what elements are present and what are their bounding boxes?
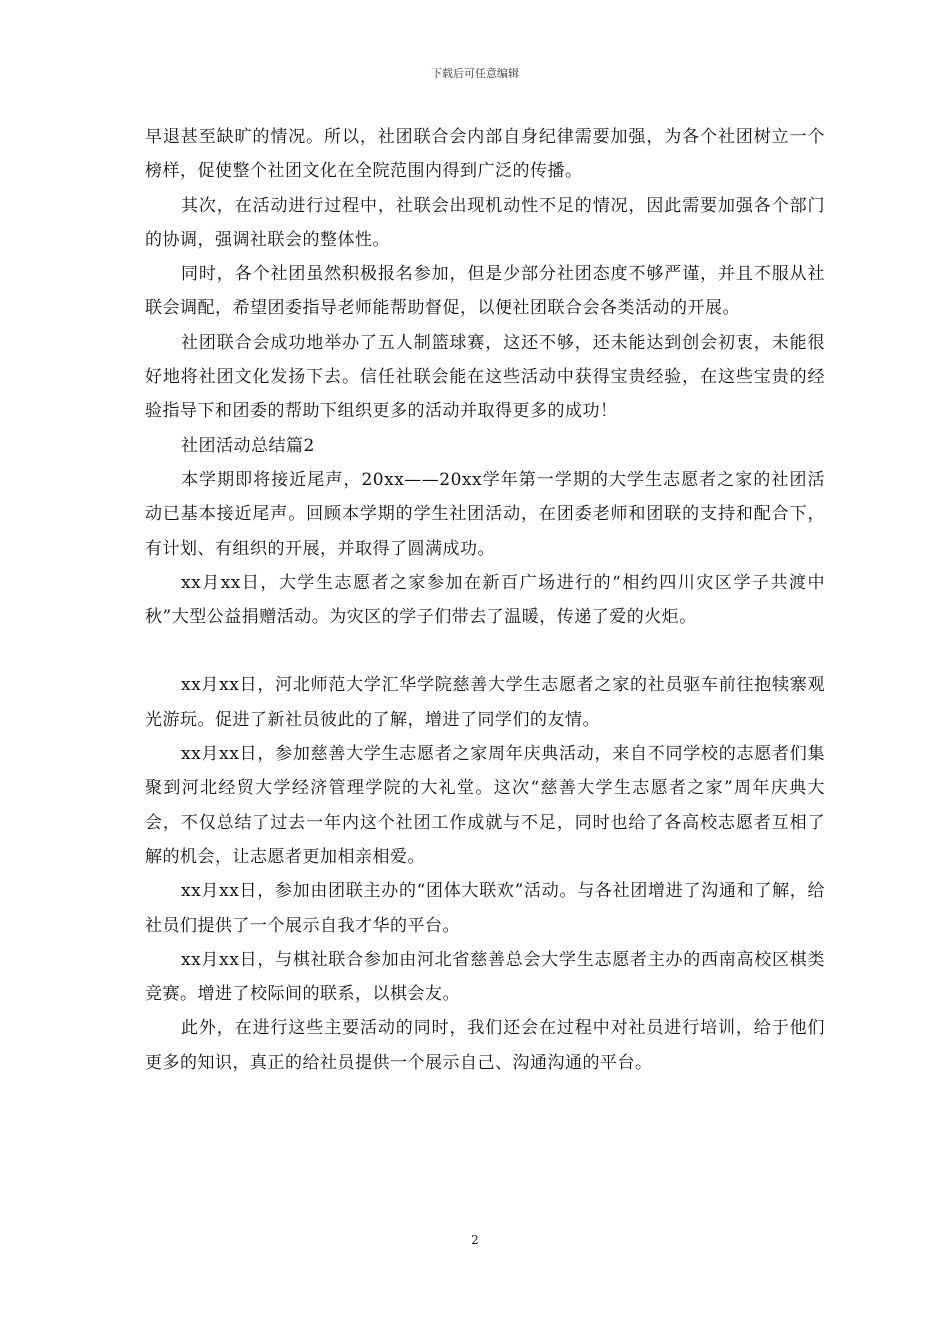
paragraph-11: 此外，在进行这些主要活动的同时，我们还会在过程中对社员进行培训，给于他们更多的知识，真正的给社员提供一个展示自己、沟通沟通的平台。: [145, 1018, 825, 1073]
paragraph-1: 早退甚至缺旷的情况。所以，社团联合会内部自身纪律需要加强，为各个社团树立一个榜样，促使整个社团文化在全院范围内得到广泛的传播。: [145, 127, 825, 182]
paragraph-6: xx月xx日，大学生志愿者之家参加在新百广场进行的“相约四川灾区学子共渡中秋”大型公益捐赠活动。为灾区的学子们带去了温暖，传递了爱的火炬。: [145, 572, 825, 628]
paragraph-4: 社团联合会成功地举办了五人制篮球赛，这还不够，还未能达到创会初衷，未能很好地将社团文化发扬下去。信任社联会能在这些活动中获得宝贵经验，在这些宝贵的经验指导下和团委的帮助下组织更多的活动并取得更多的成功！: [145, 332, 825, 422]
paragraph-2: 其次，在活动进行过程中，社联会出现机动性不足的情况，因此需要加强各个部门的协调，强调社联会的整体性。: [145, 195, 825, 250]
paragraph-3: 同时，各个社团虽然积极报名参加，但是少部分社团态度不够严谨，并且不服从社联会调配，希望团委指导老师能帮助督促，以便社团联合会各类活动的开展。: [145, 264, 825, 319]
page-number: 2: [471, 1233, 479, 1247]
paragraph-8: xx月xx日，参加慈善大学生志愿者之家周年庆典活动，来自不同学校的志愿者们集聚到河北经贸大学经济管理学院的大礼堂。这次“慈善大学生志愿者之家”周年庆典大会，不仅总结了过去一年内这个社团工作成就与不足，同时也给了各高校志愿者互相了解的机会，让志愿者更加相亲相爱。: [145, 744, 825, 867]
paragraph-10: xx月xx日，与棋社联合参加由河北省慈善总会大学生志愿者主办的西南高校区棋类竞赛。增进了校际间的联系，以棋会友。: [145, 949, 825, 1005]
document-body: [145, 120, 825, 1080]
page-header: 下载后可任意编辑: [431, 67, 519, 80]
paragraph-9: xx月xx日，参加由团联主办的“团体大联欢”活动。与各社团增进了沟通和了解，给社员们提供了一个展示自我才华的平台。: [145, 881, 825, 936]
section-heading: 社团活动总结篇2: [181, 435, 315, 456]
paragraph-5: 本学期即将接近尾声，20xx——20xx学年第一学期的大学生志愿者之家的社团活动已基本接近尾声。回顾本学期的学生社团活动，在团委老师和团联的支持和配合下，有计划、有组织的开展，并取得了圆满成功。: [145, 469, 825, 559]
paragraph-7: xx月xx日，河北师范大学汇华学院慈善大学生志愿者之家的社员驱车前往抱犊寨观光游玩。促进了新社员彼此的了解，增进了同学们的友情。: [145, 675, 825, 730]
